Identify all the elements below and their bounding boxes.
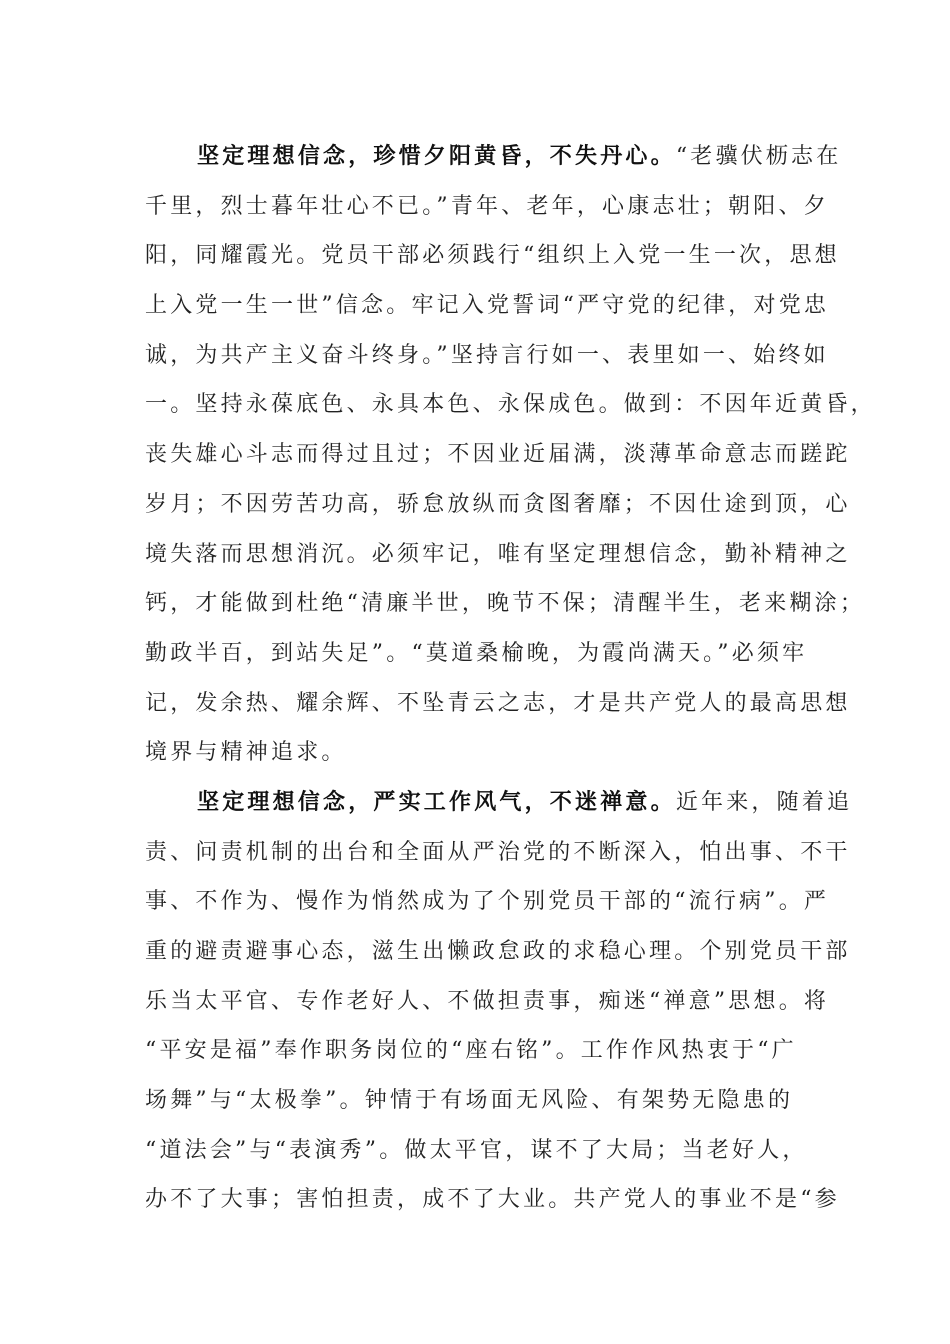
text-line: 场舞”与“太极拳”。钟情于有场面无风险、有架势无隐患的 [145,1088,794,1114]
text-line: 丧失雄心斗志而得过且过；不因业近届满，淡薄革命意志而蹉跎 [145,442,851,468]
text-line: 千里，烈士暮年壮心不已。”青年、老年，心康志壮；朝阳、夕 [145,193,829,219]
paragraph-heading: 坚定理想信念，严实工作风气，不迷禅意。 [197,788,676,815]
text-line: 一。坚持永葆底色、永具本色、永保成色。做到：不因年近黄昏， [145,392,876,418]
text-line: 乐当太平官、专作老好人、不做担责事，痴迷“禅意”思想。将 [145,988,830,1014]
text-line: “平安是福”奉作职务岗位的“座右铭”。工作作风热衷于“广 [145,1038,797,1064]
text-line: 责、问责机制的出台和全面从严治党的不断深入，怕出事、不干 [145,839,851,865]
paragraph-first-line [145,132,842,182]
text-line: 境失落而思想消沉。必须牢记，唯有坚定理想信念，勤补精神之 [145,541,851,567]
paragraph-1 [145,132,876,778]
text-line: “道法会”与“表演秀”。做太平官，谋不了大局；当老好人， [145,1137,808,1163]
text-line: 事、不作为、慢作为悄然成为了个别党员干部的“流行病”。严 [145,889,830,915]
paragraph-2 [145,778,853,1225]
text-line: 重的避责避事心态，滋生出懒政怠政的求稳心理。个别党员干部 [145,939,851,964]
text-line: 勤政半百，到站失足”。“莫道桑榆晚，为霞尚满天。”必须牢 [145,640,808,666]
text-line: 办不了大事；害怕担责，成不了大业。共产党人的事业不是“参 [145,1187,840,1213]
text-line: 诚，为共产主义奋斗终身。”坚持言行如一、表里如一、始终如 [145,342,829,368]
text-line: 境界与精神追求。 [145,740,347,766]
document-body [145,132,876,1225]
text-line: 钙，才能做到杜绝“清廉半世，晚节不保；清醒半生，老来糊涂； [145,591,866,617]
paragraph-heading: 坚定理想信念，珍惜夕阳黄昏，不失丹心。 [197,143,676,169]
text-line: 上入党一生一世”信念。牢记入党誓词“严守党的纪律，对党忠 [145,293,830,319]
text-line: 记，发余热、耀余辉、不坠青云之志，才是共产党人的最高思想 [145,690,851,716]
text-line: “老骥伏枥志在 [675,144,842,169]
text-line: 近年来，随着追 [675,789,853,815]
text-line: 阳，同耀霞光。党员干部必须践行“组织上入党一生一次，思想 [145,243,840,269]
text-line: 岁月；不因劳苦功高，骄怠放纵而贪图奢靡；不因仕途到顶，心 [145,491,851,517]
paragraph-first-line [145,778,853,828]
